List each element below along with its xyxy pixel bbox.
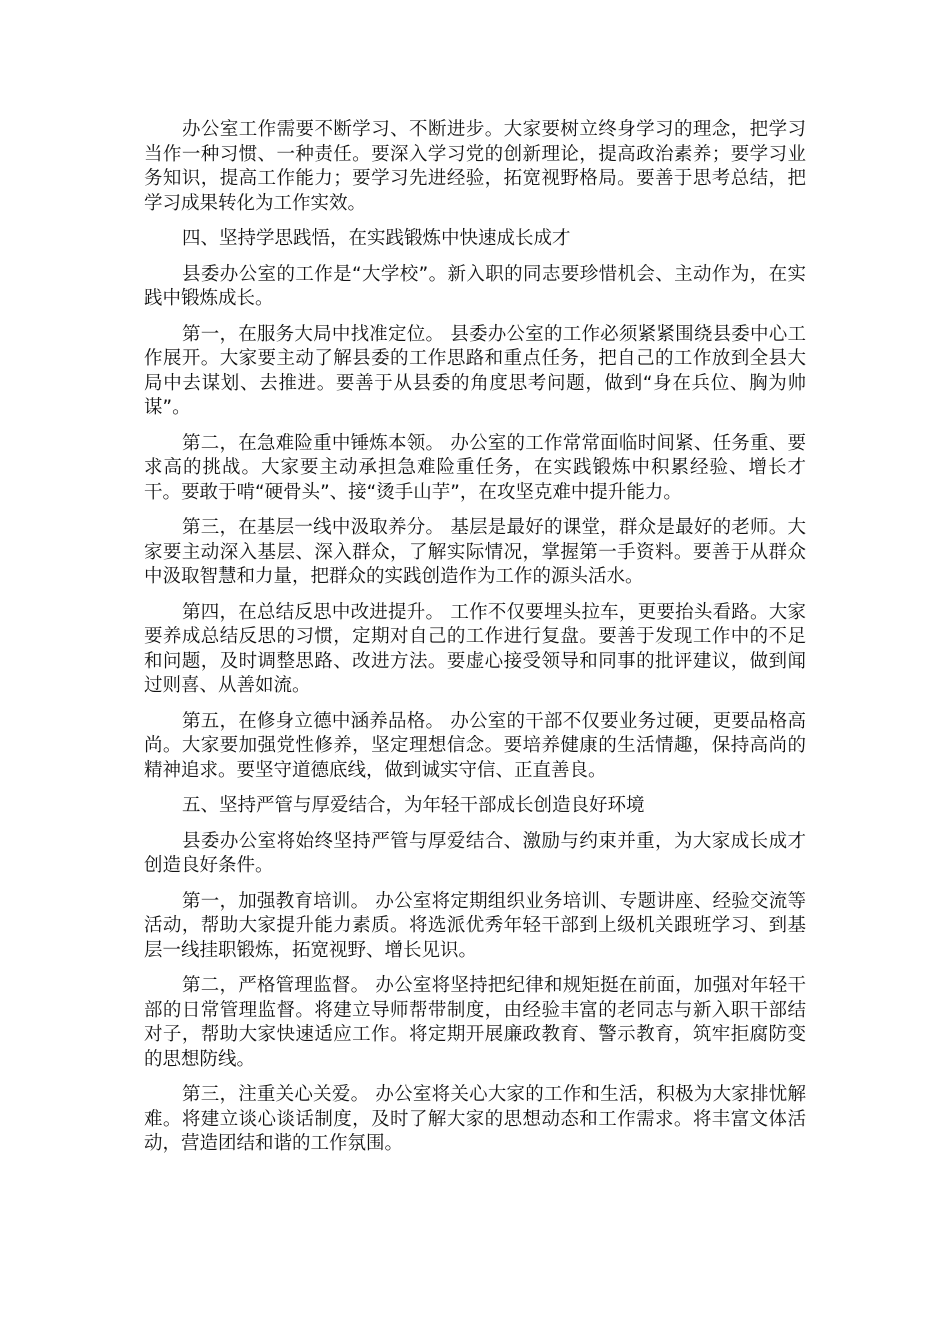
paragraph-point-five: 第五，在修身立德中涵养品格。 办公室的干部不仅要业务过硬，更要品格高尚。大家要加强党性修养，坚定理想信念。要培养健康的生活情趣，保持高尚的精神追求。要坚守道德底线，做到诚实守信、正直善良。 [144,710,806,781]
document-body [144,118,806,1168]
paragraph-measure-one: 第一，加强教育培训。 办公室将定期组织业务培训、专题讲座、经验交流等活动，帮助大家提升能力素质。将选派优秀年轻干部到上级机关跟班学习、到基层一线挂职锻炼，拓宽视野、增长见识。 [144,890,806,961]
paragraph-intro-four: 县委办公室的工作是“大学校”。新入职的同志要珍惜机会、主动作为，在实践中锻炼成长。 [144,263,806,309]
paragraph-point-two: 第二，在急难险重中锤炼本领。 办公室的工作常常面临时间紧、任务重、要求高的挑战。大家要主动承担急难险重任务，在实践锻炼中积累经验、增长才干。要敢于啃“硬骨头”、接“烫手山芋”，在攻坚克难中提升能力。 [144,432,806,503]
paragraph-measure-three: 第三，注重关心关爱。 办公室将关心大家的工作和生活，积极为大家排忧解难。将建立谈心谈话制度，及时了解大家的思想动态和工作需求。将丰富文体活动，营造团结和谐的工作氛围。 [144,1084,806,1154]
paragraph-point-one: 第一，在服务大局中找准定位。 县委办公室的工作必须紧紧围绕县委中心工作展开。大家要主动了解县委的工作思路和重点任务，把自己的工作放到全县大局中去谋划、去推进。要善于从县委的角度思考问题，做到“身在兵位、胸为帅谋”。 [144,323,806,418]
paragraph-point-four: 第四，在总结反思中改进提升。 工作不仅要埋头拉车，更要抬头看路。大家要养成总结反思的习惯，定期对自己的工作进行复盘。要善于发现工作中的不足和问题，及时调整思路、改进方法。要虚心接受领导和同事的批评建议，做到闻过则喜、从善如流。 [144,601,806,696]
section-heading-five: 五、坚持严管与厚爱结合，为年轻干部成长创造良好环境 [182,795,645,816]
section-heading-four: 四、坚持学思践悟，在实践锻炼中快速成长成才 [182,228,571,249]
paragraph-point-three: 第三，在基层一线中汲取养分。 基层是最好的课堂，群众是最好的老师。大家要主动深入基层、深入群众，了解实际情况，掌握第一手资料。要善于从群众中汲取智慧和力量，把群众的实践创造作为工作的源头活水。 [144,517,806,587]
paragraph-measure-two: 第二，严格管理监督。 办公室将坚持把纪律和规矩挺在前面，加强对年轻干部的日常管理监督。将建立导师帮带制度，由经验丰富的老同志与新入职干部结对子，帮助大家快速适应工作。将定期开展廉政教育、警示教育，筑牢拒腐防变的思想防线。 [144,975,806,1070]
paragraph-study: 办公室工作需要不断学习、不断进步。大家要树立终身学习的理念，把学习当作一种习惯、一种责任。要深入学习党的创新理论，提高政治素养；要学习业务知识，提高工作能力；要学习先进经验，拓宽视野格局。要善于思考总结，把学习成果转化为工作实效。 [144,119,806,214]
paragraph-intro-five: 县委办公室将始终坚持严管与厚爱结合、激励与约束并重，为大家成长成才创造良好条件。 [144,830,806,876]
